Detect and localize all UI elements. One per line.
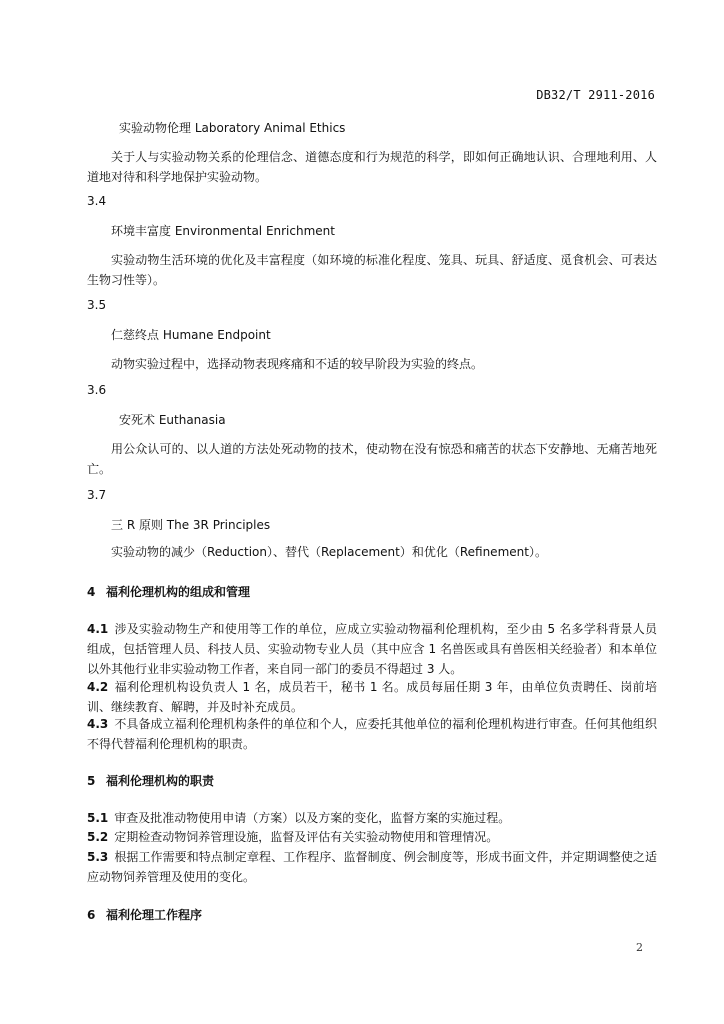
clause <box>87 808 657 828</box>
section-title: 福利伦理工作程序 <box>106 908 203 922</box>
clause-number: 5.3 <box>87 850 109 864</box>
term-definition: 关于人与实验动物关系的伦理信念、道德态度和行为规范的科学，即如何正确地认识、合理地利用、人道地对待和科学地保护实验动物。 <box>87 150 657 184</box>
clause-text: 定期检查动物饲养管理设施，监督及评估有关实验动物使用和管理情况。 <box>114 830 499 844</box>
clause <box>87 847 657 887</box>
page-number: 2 <box>636 941 643 954</box>
clause <box>87 619 657 679</box>
clause-text: 审查及批准动物使用申请（方案）以及方案的变化，监督方案的实施过程。 <box>114 811 511 825</box>
section-number: 4 <box>87 585 96 599</box>
section-title: 福利伦理机构的组成和管理 <box>106 585 251 599</box>
section-number: 6 <box>87 908 96 922</box>
term-title: 三 R 原则 The 3R Principles <box>111 518 271 532</box>
clause-text: 不具备成立福利伦理机构条件的单位和个人，应委托其他单位的福利伦理机构进行审查。任何其他组织不得代替福利伦理机构的职责。 <box>87 717 657 751</box>
term-title: 仁慈终点 Humane Endpoint <box>111 328 271 342</box>
clause-text: 福利伦理机构设负责人 1 名，成员若干，秘书 1 名。成员每届任期 3 年，由单位负责聘任、岗前培训、继续教育、解聘，并及时补充成员。 <box>87 680 657 714</box>
term-title: 环境丰富度 Environmental Enrichment <box>111 224 335 238</box>
section-heading <box>87 772 214 789</box>
clause-number: 4.3 <box>87 717 109 731</box>
term-number: 3.6 <box>87 383 107 397</box>
clause-number: 5.2 <box>87 830 109 844</box>
clause <box>87 677 657 717</box>
clause-number: 4.2 <box>87 680 109 694</box>
term-title: 实验动物伦理 Laboratory Animal Ethics <box>119 121 346 135</box>
clause <box>87 714 657 754</box>
term-title: 安死术 Euthanasia <box>119 413 226 427</box>
clause-number: 5.1 <box>87 811 109 825</box>
term-definition: 用公众认可的、以人道的方法处死动物的技术，使动物在没有惊恐和痛苦的状态下安静地、无痛苦地死亡。 <box>87 442 657 476</box>
section-heading <box>87 583 250 600</box>
section-heading <box>87 906 202 923</box>
clause-text: 根据工作需要和特点制定章程、工作程序、监督制度、例会制度等，形成书面文件，并定期调整使之适应动物饲养管理及使用的变化。 <box>87 850 657 884</box>
term-number: 3.4 <box>87 194 107 208</box>
clause-number: 4.1 <box>87 622 109 636</box>
term-definition: 实验动物生活环境的优化及丰富程度（如环境的标准化程度、笼具、玩具、舒适度、觅食机会、可表达生物习性等）。 <box>87 253 657 287</box>
clause-text: 涉及实验动物生产和使用等工作的单位，应成立实验动物福利伦理机构，至少由 5 名多学科背景人员组成，包括管理人员、科技人员、实验动物专业人员（其中应含 1 名兽医或具有兽医相关经验者）和本单位以外其他行业非实验动物工作者，来自同一部门的委员不得超过 3 人。 <box>87 622 657 676</box>
section-number: 5 <box>87 774 96 788</box>
term-number: 3.5 <box>87 298 107 312</box>
term-definition: 动物实验过程中，选择动物表现疼痛和不适的较早阶段为实验的终点。 <box>111 357 484 371</box>
clause <box>87 827 657 847</box>
section-title: 福利伦理机构的职责 <box>106 774 215 788</box>
term-number: 3.7 <box>87 488 107 502</box>
term-definition: 实验动物的减少（Reduction）、替代（Replacement）和优化（Refinement）。 <box>111 545 547 559</box>
standard-code: DB32/T 2911-2016 <box>536 88 655 102</box>
